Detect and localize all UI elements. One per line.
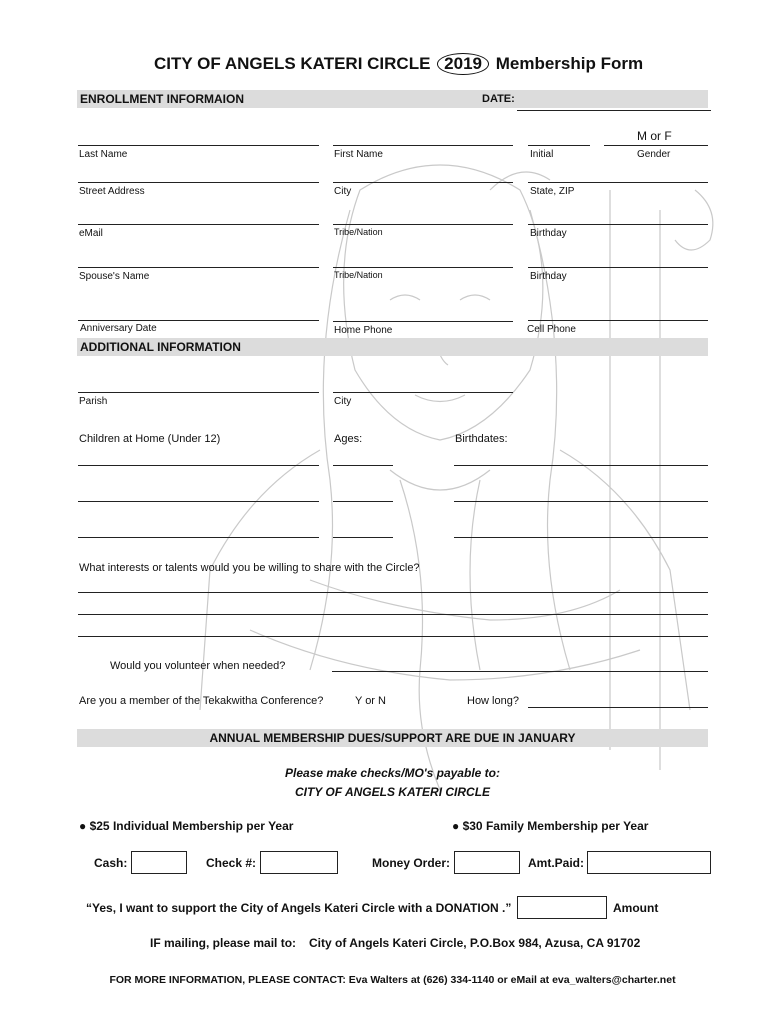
title-prefix: CITY OF ANGELS KATERI CIRCLE [154, 54, 431, 73]
date-input[interactable] [517, 90, 711, 111]
money-order-label: Money Order: [372, 856, 451, 870]
parish-label: Parish [79, 396, 108, 407]
last-name-line[interactable] [78, 145, 319, 146]
child-line-3[interactable] [78, 537, 319, 538]
tribe-line[interactable] [333, 224, 513, 225]
age-line-3[interactable] [333, 537, 393, 538]
how-long-label: How long? [467, 695, 519, 707]
donation-text: “Yes, I want to support the City of Angels Kateri Circle with a DONATION .” [86, 901, 512, 915]
initial-label: Initial [530, 149, 554, 160]
title-year: 2019 [437, 53, 489, 75]
first-name-line[interactable] [333, 145, 513, 146]
additional-header: ADDITIONAL INFORMATION [80, 340, 241, 354]
cell-phone-label: Cell Phone [527, 324, 576, 335]
anniversary-line[interactable] [78, 320, 319, 321]
individual-option: ● $25 Individual Membership per Year [79, 819, 294, 833]
volunteer-line[interactable] [332, 671, 708, 672]
parish-city-label: City [334, 396, 352, 407]
street-line[interactable] [78, 182, 319, 183]
family-option: ● $30 Family Membership per Year [452, 819, 649, 833]
ages-label: Ages: [334, 433, 363, 445]
gender-label: Gender [637, 149, 671, 160]
child-line-1[interactable] [78, 465, 319, 466]
spouse-tribe-label: Tribe/Nation [334, 270, 383, 280]
amt-paid-input[interactable] [587, 851, 711, 874]
title-suffix: Membership Form [495, 54, 644, 73]
tekakwitha-question: Are you a member of the Tekakwitha Conference? [79, 695, 324, 707]
birthday-label: Birthday [530, 228, 567, 239]
amount-label: Amount [613, 901, 659, 915]
dues-header: ANNUAL MEMBERSHIP DUES/SUPPORT ARE DUE IN JANUARY [209, 731, 576, 745]
check-input[interactable] [260, 851, 338, 874]
age-line-1[interactable] [333, 465, 393, 466]
city-line[interactable] [333, 182, 513, 183]
payable-line-1: Please make checks/MO's payable to: [285, 766, 500, 780]
cash-label: Cash: [94, 856, 128, 870]
cash-input[interactable] [131, 851, 187, 874]
how-long-line[interactable] [528, 707, 708, 708]
interests-line-3[interactable] [78, 636, 708, 637]
payable-line-2: CITY OF ANGELS KATERI CIRCLE [294, 785, 491, 799]
anniversary-label: Anniversary Date [80, 323, 157, 334]
contact-info: FOR MORE INFORMATION, PLEASE CONTACT: Eva Walters at (626) 334-1140 or eMail at eva_walters@charter.net [109, 974, 676, 986]
birthdate-line-2[interactable] [454, 501, 708, 502]
birthday-line[interactable] [528, 224, 708, 225]
interests-line-2[interactable] [78, 614, 708, 615]
last-name-label: Last Name [79, 149, 128, 160]
gender-line[interactable] [604, 145, 708, 146]
children-label: Children at Home (Under 12) [79, 433, 221, 445]
interests-question: What interests or talents would you be willing to share with the Circle? [79, 562, 420, 574]
child-line-2[interactable] [78, 501, 319, 502]
mailing-address: City of Angels Kateri Circle, P.O.Box 984, Azusa, CA 91702 [309, 936, 641, 950]
mailing-label: IF mailing, please mail to: [150, 936, 297, 950]
email-line[interactable] [78, 224, 319, 225]
form-title [154, 53, 643, 75]
state-zip-label: State, ZIP [530, 186, 575, 197]
birthdate-line-1[interactable] [454, 465, 708, 466]
check-label: Check #: [206, 856, 257, 870]
parish-city-line[interactable] [333, 392, 513, 393]
street-label: Street Address [79, 186, 145, 197]
email-label: eMail [79, 228, 103, 239]
spouse-birthday-label: Birthday [530, 271, 567, 282]
parish-line[interactable] [78, 392, 319, 393]
donation-input[interactable] [517, 896, 607, 919]
state-zip-line[interactable] [528, 182, 708, 183]
birthdate-line-3[interactable] [454, 537, 708, 538]
amt-paid-label: Amt.Paid: [528, 856, 585, 870]
spouse-tribe-line[interactable] [333, 267, 513, 268]
birthdates-label: Birthdates: [455, 433, 508, 445]
spouse-label: Spouse's Name [79, 271, 150, 282]
age-line-2[interactable] [333, 501, 393, 502]
enrollment-header: ENROLLMENT INFORMAION [80, 92, 244, 106]
date-label: DATE: [482, 93, 515, 105]
interests-line-1[interactable] [78, 592, 708, 593]
volunteer-question: Would you volunteer when needed? [110, 660, 286, 672]
spouse-birthday-line[interactable] [528, 267, 708, 268]
home-phone-line[interactable] [333, 321, 513, 322]
home-phone-label: Home Phone [334, 325, 393, 336]
spouse-line[interactable] [78, 267, 319, 268]
first-name-label: First Name [334, 149, 383, 160]
initial-line[interactable] [528, 145, 590, 146]
gender-options: M or F [637, 129, 672, 143]
cell-phone-line[interactable] [528, 320, 708, 321]
money-order-input[interactable] [454, 851, 520, 874]
tribe-label: Tribe/Nation [334, 227, 383, 237]
yn-options: Y or N [355, 695, 386, 707]
city-label: City [334, 186, 352, 197]
